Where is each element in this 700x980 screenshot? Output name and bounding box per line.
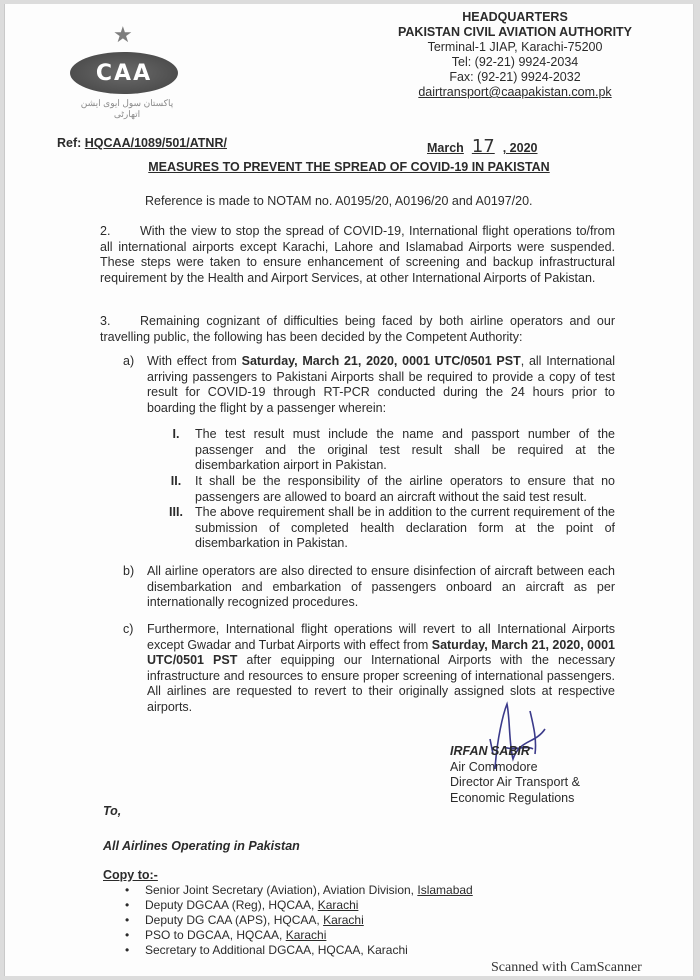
address-line: Terminal-1 JIAP, Karachi-75200 [427, 40, 603, 54]
item-label: II. [170, 474, 182, 488]
item-label: III. [169, 505, 183, 519]
logo-text: CAA [95, 60, 153, 86]
copy-to-list [123, 883, 473, 958]
item-text: , all International arriving passengers to Pakistani Airports shall be required to provide a copy of test result for COVID-19 through RT-PCR conducted during the 24 hours prior to boarding the flight by a passenger wherein: [147, 354, 615, 415]
tel-line: Tel: (92-21) 9924-2034 [451, 55, 579, 69]
reference-paragraph: Reference is made to NOTAM no. A0195/20, A0196/20 and A0197/20. [145, 194, 533, 208]
letterhead-address [365, 10, 665, 100]
caa-logo [65, 24, 185, 119]
copy-to-label: Copy to:- [103, 868, 158, 882]
signatory-title: Director Air Transport & [450, 775, 580, 789]
date-day-handwritten: 17 [471, 136, 495, 157]
email-link[interactable]: dairtransport@caapakistan.com.pk [418, 85, 612, 99]
cc-text: Secretary to Additional DGCAA, HQCAA, [145, 943, 368, 957]
letter-date [427, 136, 538, 157]
item-text: after equipping our International Airports with the necessary infrastructure and resources to ensure proper screening of international passengers. All airlines are requested to revert to their originally assigned slots at respective airports. [147, 653, 615, 714]
para-text: With the view to stop the spread of COVID-19, International flight operations to/from all international airports except Karachi, Lahore and Islamabad Airports were suspended. These steps were taken to ensure enhancement of screening and backup infrastructural requirement by the Health and Airport Services, at other International Airports of Pakistan. [100, 224, 615, 285]
item-b [123, 564, 615, 611]
list-item [123, 928, 473, 943]
cc-city: Karachi [285, 928, 327, 942]
signatory-name: IRFAN SABIR [450, 744, 530, 758]
document-title: MEASURES TO PREVENT THE SPREAD OF COVID-19 IN PAKISTAN [148, 160, 550, 174]
item-label: a) [123, 354, 135, 368]
to-label: To, [103, 804, 122, 818]
reference-number [57, 136, 227, 150]
item-bold-date: Saturday, March 21, 2020, 0001 UTC/0501 PST [241, 354, 521, 368]
item-text: All airline operators are also directed to ensure disinfection of aircraft between each disembarkation and embarkation of passengers onboard an aircraft as per internationally recognized procedures. [147, 564, 615, 609]
paragraph-2 [100, 224, 615, 286]
date-month: March [427, 141, 464, 155]
roman-item-3 [165, 505, 615, 552]
signature-block [450, 744, 580, 806]
bullet-icon: • [125, 928, 130, 942]
ref-label: Ref: [57, 136, 85, 150]
item-text: The above requirement shall be in addition to the current requirement of the submission of completed health declaration form at the point of disembarkation in Pakistan. [195, 505, 615, 550]
cc-text: Deputy DG CAA (APS), HQCAA, [145, 913, 324, 927]
item-text: The test result must include the name and passport number of the passenger and the original test result shall be required at the disembarkation airport in Pakistan. [195, 427, 615, 472]
signatory-title: Economic Regulations [450, 790, 575, 805]
bullet-icon: • [125, 898, 130, 912]
camscanner-watermark: Scanned with CamScanner [491, 960, 642, 975]
list-item [123, 913, 473, 928]
cc-city: Karachi [367, 943, 408, 957]
ref-value: HQCAA/1089/501/ATNR/ [84, 136, 227, 150]
logo-tagline: پاکستان سول ایوی ایشن اتھارٹی [80, 98, 174, 119]
item-text: With effect from [147, 354, 242, 368]
item-label: c) [123, 622, 134, 636]
list-item [123, 898, 473, 913]
cc-text: Deputy DGCAA (Reg), HQCAA, [145, 898, 318, 912]
org-name: PAKISTAN CIVIL AVIATION AUTHORITY [397, 25, 633, 39]
item-bold-date: Saturday, March 21, 2020, 0001 UTC/0501 PST [147, 637, 615, 667]
paragraph-3 [100, 314, 615, 345]
para-text: Remaining cognizant of difficulties being faced by both airline operators and our travelling public, the following has been decided by the Competent Authority: [100, 314, 615, 344]
para-number: 2. [100, 224, 111, 238]
item-text: Furthermore, International flight operations will revert to all International Airports except Gwadar and Turbat Airports with effect from [147, 622, 615, 652]
cc-text: PSO to DGCAA, HQCAA, [145, 928, 286, 942]
cc-city: Karachi [317, 898, 359, 912]
bullet-icon: • [125, 943, 130, 957]
document-page [4, 4, 694, 976]
date-year: , 2020 [502, 141, 538, 155]
signatory-rank: Air Commodore [450, 759, 538, 774]
roman-item-2 [165, 474, 615, 505]
logo-oval [70, 52, 178, 94]
item-a [123, 354, 615, 416]
star-icon: ★ [113, 22, 133, 47]
list-item [123, 883, 473, 898]
recipient: All Airlines Operating in Pakistan [103, 839, 300, 853]
cc-text: Senior Joint Secretary (Aviation), Aviation Division, [145, 883, 418, 897]
roman-item-1 [165, 427, 615, 474]
hq-line: HEADQUARTERS [462, 10, 568, 24]
bullet-icon: • [125, 913, 130, 927]
fax-line: Fax: (92-21) 9924-2032 [449, 70, 581, 84]
bullet-icon: • [125, 883, 130, 897]
item-label: b) [123, 564, 135, 578]
item-label: I. [172, 427, 180, 441]
item-text: It shall be the responsibility of the airline operators to ensure that no passengers are allowed to board an aircraft without the said test result. [195, 474, 615, 504]
cc-city: Islamabad [417, 883, 473, 897]
para-number: 3. [100, 314, 111, 328]
cc-city: Karachi [323, 913, 364, 927]
list-item [123, 943, 473, 958]
